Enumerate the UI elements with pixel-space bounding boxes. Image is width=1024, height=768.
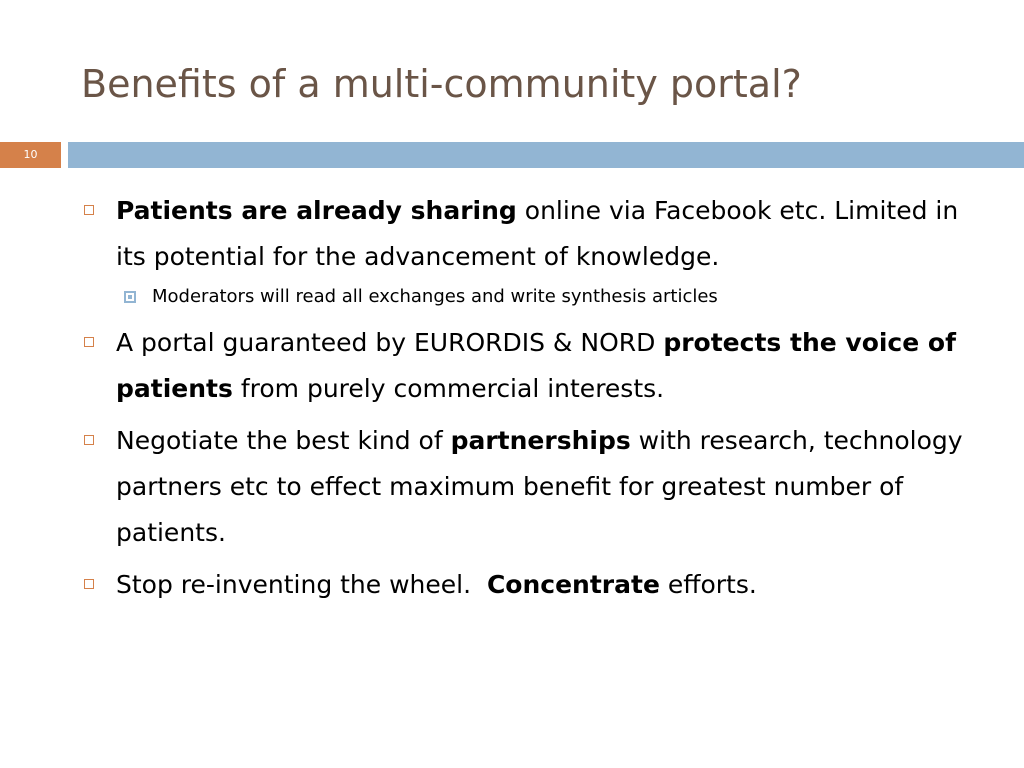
bullet-1-bold: Patients are already sharing <box>116 196 517 225</box>
bullet-3 <box>80 418 980 556</box>
square-bullet-icon <box>84 579 94 589</box>
bullet-3-pre: Negotiate the best kind of <box>116 426 451 455</box>
bullet-2 <box>80 320 980 412</box>
bullet-3-post: with research, technology partners etc to effect maximum benefit for greatest number of patients. <box>116 426 963 547</box>
title-underline-bar <box>68 142 1024 168</box>
bullet-2-bold: protects the voice of patients <box>116 328 956 403</box>
slide-body <box>80 188 980 610</box>
bullet-4-bold: Concentrate <box>486 570 660 599</box>
bullet-4-pre: Stop re-inventing the wheel. <box>116 570 487 599</box>
slide-number: 10 <box>23 148 38 161</box>
bullet-1 <box>80 188 980 280</box>
bullet-4 <box>80 562 980 608</box>
bullet-2-post: from purely commercial interests. <box>232 374 665 403</box>
bullet-3-bold: partnerships <box>450 426 631 455</box>
square-bullet-icon <box>84 337 94 347</box>
square-bullet-icon <box>84 435 94 445</box>
square-bullet-icon <box>84 205 94 215</box>
slide-title: Benefits of a multi-community portal? <box>81 62 802 106</box>
bullet-2-pre: A portal guaranteed by EURORDIS & NORD <box>116 328 664 357</box>
bullet-1-text: online via Facebook etc. Limited in its potential for the advancement of knowledge. <box>116 196 959 271</box>
bullet-4-post: efforts. <box>659 570 757 599</box>
sub-bullet-1-text: Moderators will read all exchanges and write synthesis articles <box>152 286 718 307</box>
filled-square-bullet-icon <box>124 291 136 303</box>
sub-bullet-1 <box>80 282 980 312</box>
